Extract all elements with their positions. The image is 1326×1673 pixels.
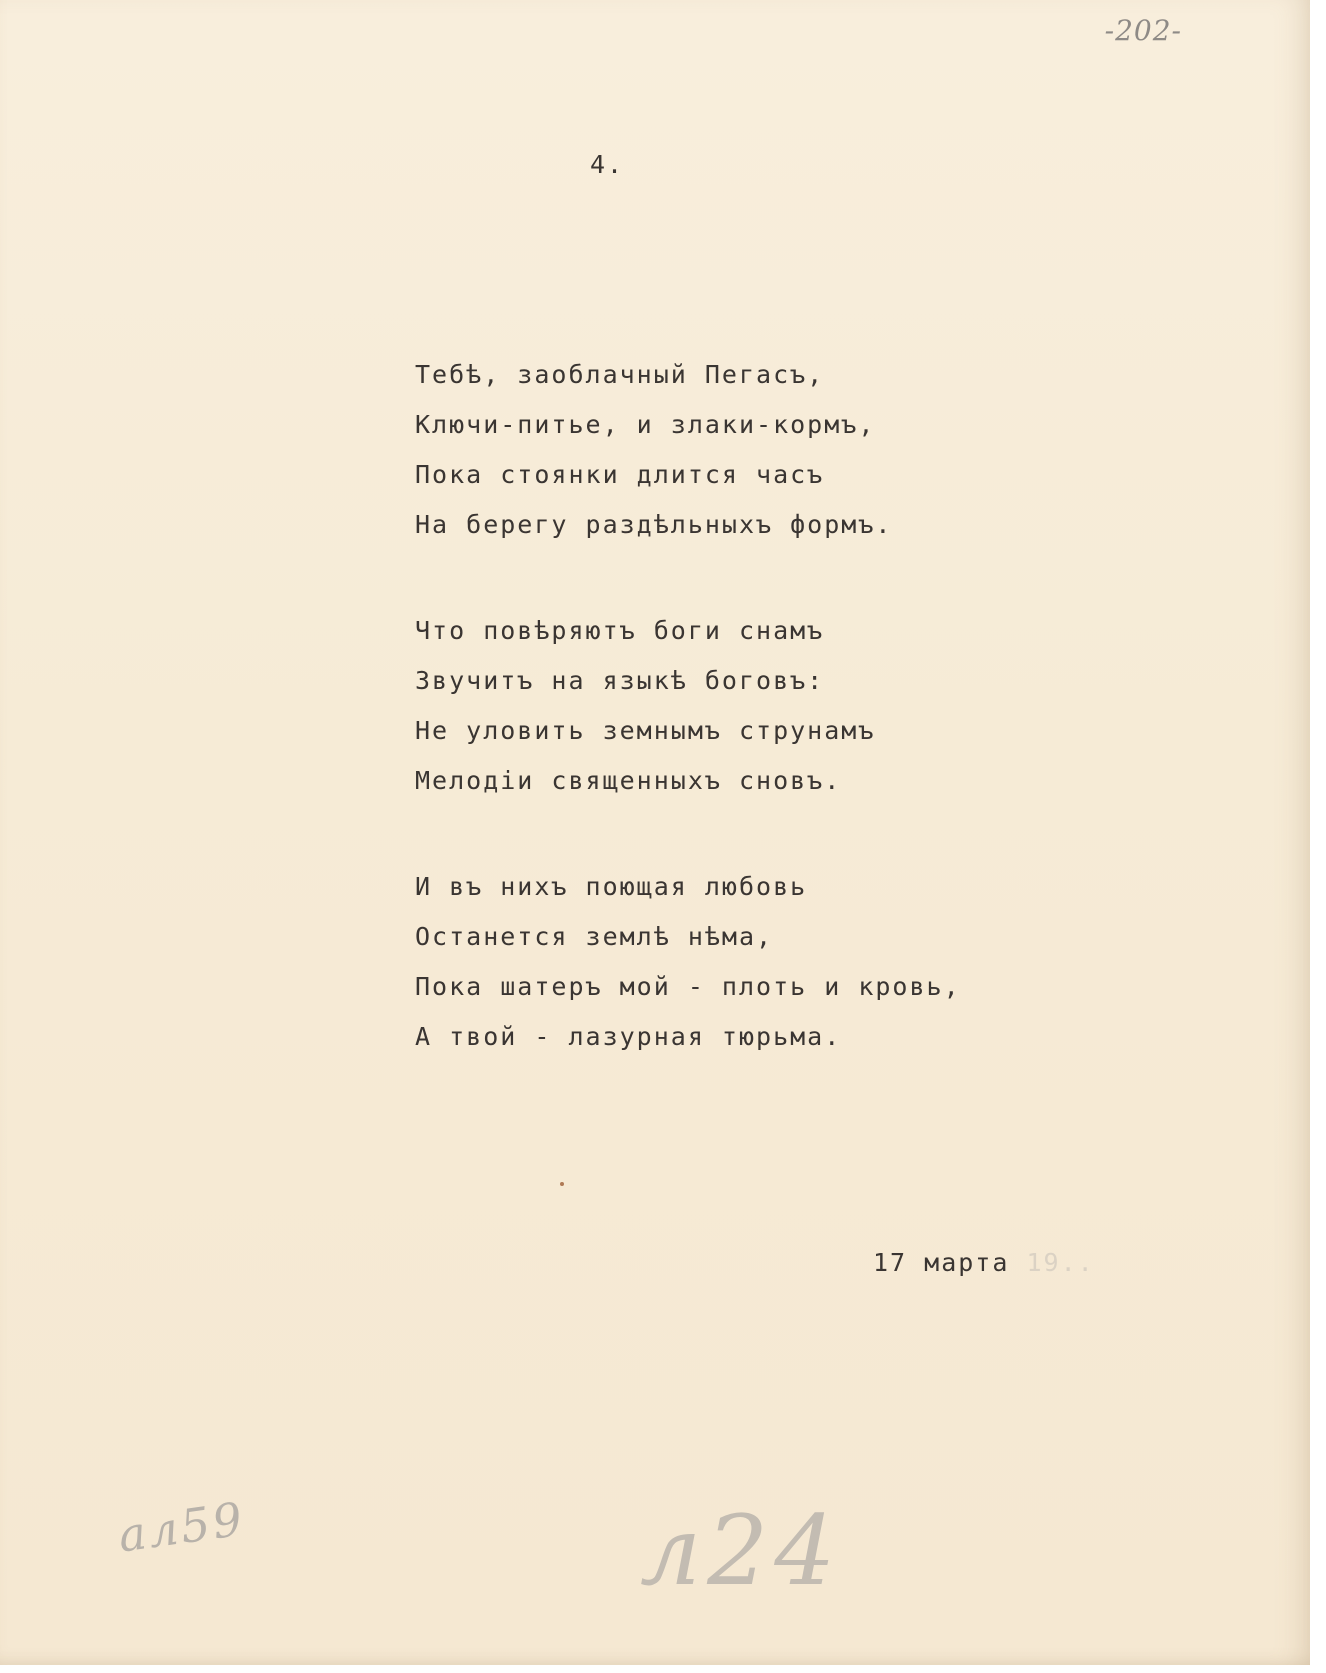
poem-line: Пока шатеръ мой - плоть и кровь,	[415, 972, 961, 1001]
poem-line: Мелодіи священныхъ сновъ.	[415, 766, 842, 795]
poem-line: И въ нихъ поющая любовь	[415, 872, 808, 901]
poem-line: Пока стоянки длится часъ	[415, 460, 825, 489]
archive-page-number: -202-	[1104, 14, 1182, 47]
date-faded-year: 19..	[1026, 1248, 1095, 1277]
stanza-2	[415, 606, 961, 806]
date-text: 17 марта	[873, 1248, 1010, 1277]
pencil-note-bottom-center: л24	[640, 1495, 842, 1607]
poem-line: А твой - лазурная тюрьма.	[415, 1022, 842, 1051]
poem-line: Останется землѣ нѣма,	[415, 922, 774, 951]
paper-speck	[560, 1182, 564, 1186]
stanza-3	[415, 862, 961, 1062]
poem-line: На берегу раздѣльныхъ формъ.	[415, 510, 893, 539]
poem-line: Ключи-питье, и злаки-кормъ,	[415, 410, 876, 439]
poem-line: Тебѣ, заоблачный Пегасъ,	[415, 360, 825, 389]
poem-body	[415, 350, 961, 1118]
poem-line: Звучитъ на языкѣ боговъ:	[415, 666, 825, 695]
pencil-note-bottom-left: ал59	[114, 1491, 249, 1563]
poem-line: Что повѣряютъ боги снамъ	[415, 616, 825, 645]
poem-date	[873, 1248, 1095, 1277]
stanza-1	[415, 350, 961, 550]
poem-number: 4.	[590, 150, 625, 179]
poem-line: Не уловить земнымъ струнамъ	[415, 716, 876, 745]
